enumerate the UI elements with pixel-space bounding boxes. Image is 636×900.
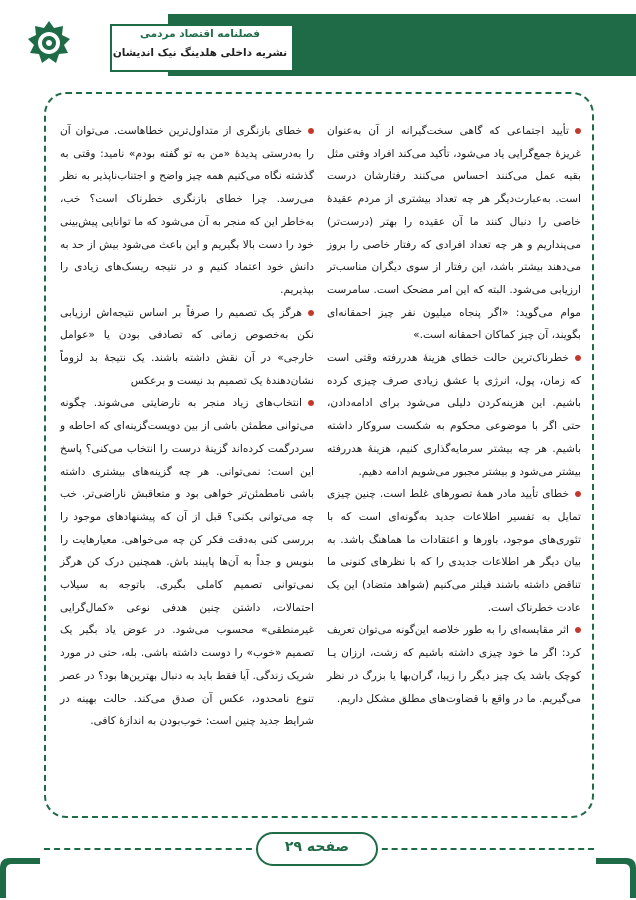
paragraph-text: تأیید اجتماعی که گاهی سخت‌گیرانه از آن به‌عنوان غریزهٔ جمع‌گرایی یاد می‌شود، تأکید می‌کند افراد وقتی مثل بقیه عمل می‌کنند احساس می‌کنند رفتارشان درست است. به‌عبارت‌دیگر هر چه تعداد بیشتری از مردم عقیدهٔ خاصی را دنبال کنند ما آن عقیده را بهتر (درست‌تر) می‌پنداریم و هر چه تعداد افرادی که رفتار خاصی را بروز می‌دهند بیشتر باشد، این رفتار از سوی دیگران مناسب‌تر ارزیابی می‌شود. البته که این امر مضحک است. سامرست موام می‌گوید: «اگر پنجاه میلیون نفر چیز احمقانه‌ای بگویند، آن چیز کماکان احمقانه است.» <box>327 125 581 342</box>
paragraph-text: خطای تأیید مادر همهٔ تصورهای غلط است. چنین چیزی تمایل به تفسیر اطلاعات جدید به‌گونه‌ای است که با تئوری‌های موجود، باورها و اعتقادات ما هماهنگ باشد. به بیان دیگر هر اطلاعات جدیدی را که با نظرهای کنونی ما تناقض داشته باشند فیلتر می‌کنیم (شواهد متضاد) این یک عادت خطرناک است. <box>327 488 581 614</box>
page-footer <box>0 826 636 900</box>
right-column <box>327 120 581 710</box>
bullet-icon <box>308 128 314 134</box>
bullet-icon <box>575 355 581 361</box>
paragraph-text: اثر مقایسه‌ای را به طور خلاصه این‌گونه می‌توان تعریف کرد: اگر ما خود چیزی داشته باشیم که زشت، ارزان یـا کوچک باشد یک چیز دیگر را زیبا، گران‌بها یا بزرگ در نظر می‌گیریم. ما در واقع با قضاوت‌های مطلق مشکل داریم. <box>327 624 581 705</box>
publication-title: فصلنامه اقتصاد مردمی <box>140 28 260 40</box>
paragraph <box>60 392 314 733</box>
paragraph <box>60 302 314 393</box>
paragraph-text: خطرناک‌ترین حالت خطای هزینهٔ هدررفته وقتی است که زمان، پول، انرژی یا عشق زیادی صرف چیزی کرده باشیم. این هزینه‌کردن دلیلی می‌شود برای ادامه‌دادن، حتی اگر با موضوعی محکوم به شکست سروکار داشته باشیم. هر چه بیشتر سرمایه‌گذاری کنیم، هزینهٔ هدررفته بیشتر می‌شود و بیشتر مجبور می‌شویم ادامه دهیم. <box>327 352 581 478</box>
corner-ornament-icon <box>596 858 636 898</box>
paragraph <box>327 120 581 347</box>
footer-divider <box>372 848 594 850</box>
paragraph <box>327 483 581 619</box>
paragraph-text: انتخاب‌های زیاد منجر به نارضایتی می‌شوند. چگونه می‌توانی مطمئن باشی از بین دویست‌گزینه‌ای که احاطه و سردرگمت کرده‌اند گزینهٔ درست را انتخاب می‌کنی؟ پاسخ این است: نمی‌توانی. هر چه گزینه‌های بیشتری داشته باشی نامطمئن‌تر خواهی بود و متعاقبش ناراضی‌تر. خب چه می‌توانی بکنی؟ قبل از آن که پیشنهادهای موجود را بررسی کنی به‌دقت فکر کن چه می‌خواهی. معیارهایت را بنویس و جداً به آن‌ها پایبند باش. همچنین درک کن هرگز نمی‌توانی تصمیم کاملی بگیری. باتوجه به سیلاب احتمالات، داشتن چنین هدفی نوعی «کمال‌گرایی غیرمنطقی» محسوب می‌شود. در عوض یاد بگیر یک تصمیم «خوب» را دوست داشته باشی. بله، حتی در مورد شریک زندگی. آیا فقط باید به دنبال بهترین‌ها بود؟ در عصر تنوع نامحدود، عکس آن صدق می‌کند. حالت بهینه در شرایط جدید چنین است: خوب‌بودن به اندازهٔ کافی. <box>60 397 314 728</box>
bullet-icon <box>308 400 314 406</box>
paragraph <box>327 619 581 710</box>
corner-ornament-icon <box>0 858 40 898</box>
left-column <box>60 120 314 733</box>
paragraph-text: خطای بازنگری از متداول‌ترین خطاهاست. می‌توان آن را به‌درستی پدیدهٔ «من به تو گفته بودم» نامید: وقتی به گذشته نگاه می‌کنیم همه چیز واضح و اجتناب‌ناپذیر به نظر می‌رسد. چرا خطای بازنگری خطرناک است؟ خب، به‌خاطر این که منجر به آن می‌شود که ما توانایی پیش‌بینی خود را دست بالا بگیریم و این باعث می‌شود بیش از حد به دانش خود اعتماد کنیم و در نتیجه ریسک‌های زیادی را بپذیریم. <box>60 125 314 296</box>
emblem-logo-icon <box>26 20 72 66</box>
paragraph-text: هرگز یک تصمیم را صرفاً بر اساس نتیجه‌اش ارزیابی نکن به‌خصوص زمانی که تصادفی بودن یا «عوامل خارجی» در آن نقش داشته باشند. یک نتیجهٔ بد لزوماً نشان‌دهندهٔ یک تصمیم بد نیست و برعکس <box>60 306 314 387</box>
footer-divider <box>44 848 262 850</box>
page-header <box>0 0 636 86</box>
page-number: صفحه ۲۹ <box>284 839 350 855</box>
paragraph <box>60 120 314 302</box>
bullet-icon <box>575 627 581 633</box>
bullet-icon <box>575 491 581 497</box>
publication-subtitle: نشریه داخلی هلدینگ نیک اندیشان <box>112 47 288 59</box>
bullet-icon <box>308 310 314 316</box>
bullet-icon <box>575 128 581 134</box>
paragraph <box>327 347 581 483</box>
